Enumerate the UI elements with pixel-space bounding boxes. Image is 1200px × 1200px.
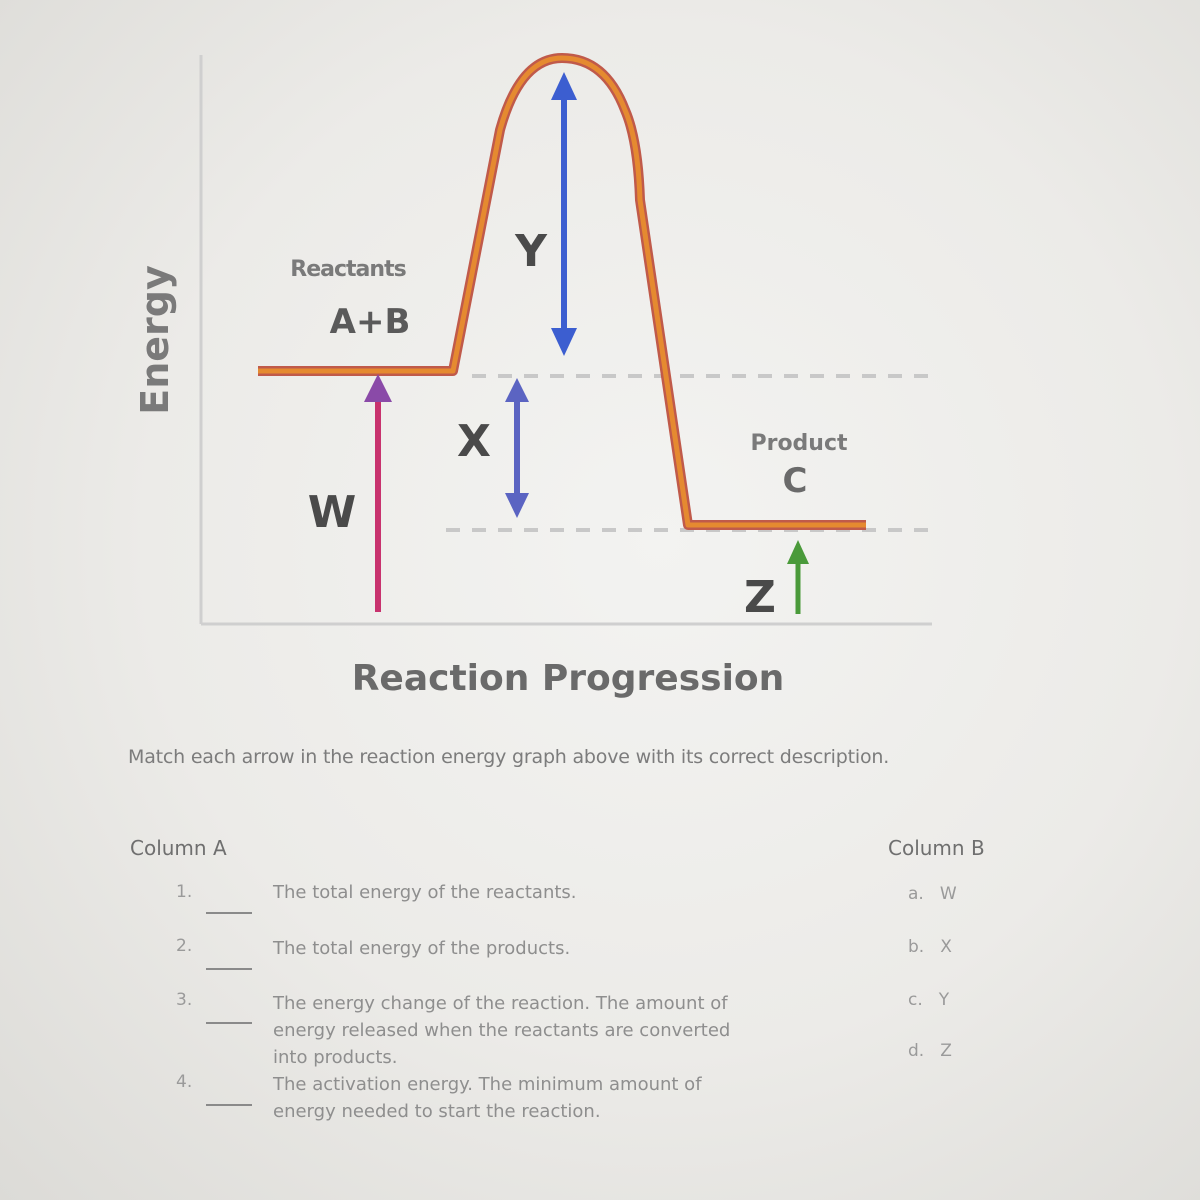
arrow-y-label: Y	[515, 226, 547, 277]
answer-blank[interactable]	[206, 1022, 252, 1024]
answer-blank[interactable]	[206, 1104, 252, 1106]
option-letter: a.	[908, 884, 924, 904]
answer-blank[interactable]	[206, 912, 252, 914]
x-axis-label: Reaction Progression	[351, 658, 785, 699]
column-a-heading: Column A	[130, 836, 227, 860]
option-w	[908, 884, 957, 904]
arrow-z	[787, 540, 809, 614]
product-heading: Product	[750, 431, 848, 456]
option-z	[908, 1041, 952, 1061]
option-letter: c.	[908, 990, 923, 1010]
arrow-x-label: X	[457, 416, 491, 467]
question-number: 1.	[176, 882, 193, 902]
product-formula: C	[782, 461, 808, 501]
option-letter: d.	[908, 1041, 925, 1061]
reactants-formula: A+B	[329, 302, 411, 342]
arrow-x	[505, 378, 529, 518]
arrow-z-label: Z	[744, 572, 776, 623]
answer-blank[interactable]	[206, 968, 252, 970]
question-text: The total energy of the products.	[273, 938, 571, 959]
y-axis-label: Energy	[133, 265, 177, 415]
option-x	[908, 937, 952, 957]
option-value: X	[940, 937, 952, 957]
arrow-w	[364, 374, 392, 612]
question-number: 4.	[176, 1072, 193, 1092]
question-text: The energy change of the reaction. The amount of energy released when the reactants are converted into products.	[273, 993, 731, 1068]
option-value: Y	[938, 990, 950, 1010]
column-b-heading: Column B	[888, 836, 985, 860]
question-text: The total energy of the reactants.	[273, 882, 577, 903]
question-number: 3.	[176, 990, 193, 1010]
reactants-heading: Reactants	[290, 257, 406, 282]
option-letter: b.	[908, 937, 925, 957]
instructions-text: Match each arrow in the reaction energy graph above with its correct description.	[128, 746, 890, 768]
option-value: W	[939, 884, 957, 904]
arrow-y	[551, 72, 577, 356]
question-text: The activation energy. The minimum amount of energy needed to start the reaction.	[273, 1074, 702, 1122]
arrow-w-label: W	[307, 487, 357, 538]
question-number: 2.	[176, 936, 193, 956]
option-y	[908, 990, 949, 1010]
option-value: Z	[940, 1041, 952, 1061]
